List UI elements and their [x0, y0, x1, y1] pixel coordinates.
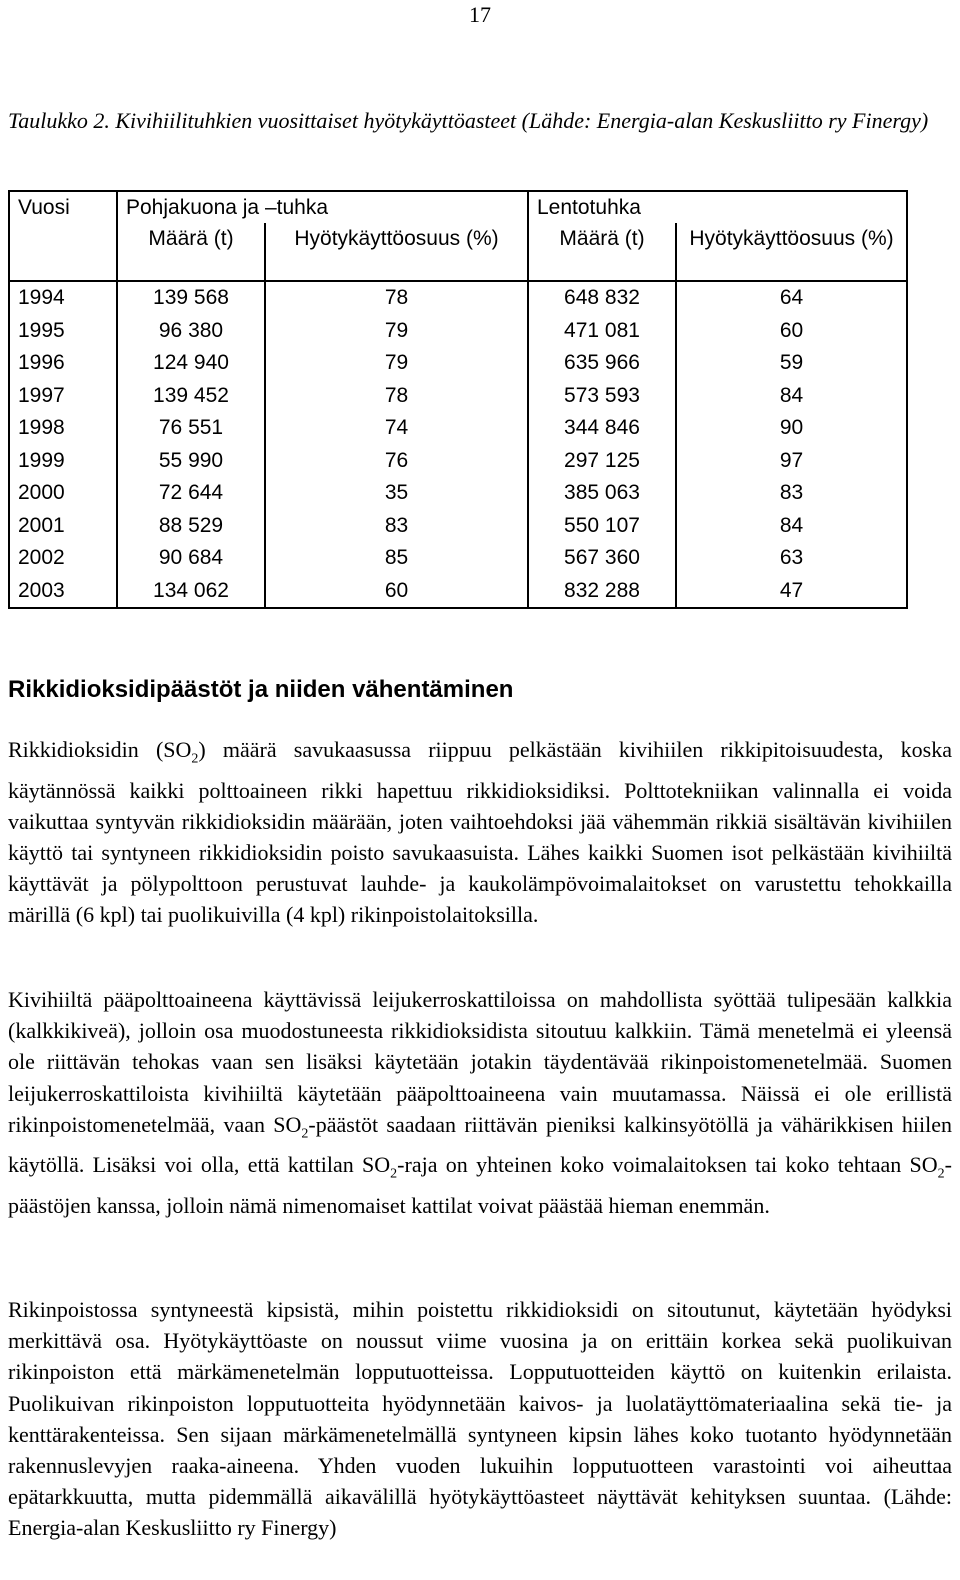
cell-year: 1997	[18, 383, 65, 407]
cell-bottom-amount: 139 568	[117, 281, 265, 315]
cell-fly-amount: 832 288	[528, 575, 676, 609]
header-row-columns	[9, 223, 907, 254]
paragraph-2-text-c: -raja on yhteinen koko voimalaitoksen tai koko tehtaan SO	[397, 1152, 938, 1178]
table-row	[9, 445, 907, 478]
cell-year: 2002	[18, 546, 65, 569]
cell-bottom-amount: 96 380	[117, 315, 265, 348]
cell-year: 2001	[18, 513, 65, 537]
table-row	[9, 315, 907, 348]
table-row	[9, 347, 907, 380]
cell-fly-util: 59	[676, 347, 907, 380]
table-row	[9, 510, 907, 543]
cell-bottom-amount: 124 940	[117, 347, 265, 380]
header-bottom-amount: Määrä (t)	[117, 223, 265, 254]
cell-bottom-util: 78	[265, 281, 528, 315]
cell-fly-util: 63	[676, 542, 907, 575]
paragraph-2-text-b: -päästöt saadaan riittävän pieniksi kalkinsyötöllä ja vähärikkisen hiilen käytöllä. Lisäksi voi olla, että kattilan SO	[8, 1111, 952, 1178]
cell-fly-amount: 471 081	[528, 315, 676, 348]
cell-year: 1995	[18, 318, 65, 342]
paragraph-1-text-a: Rikkidioksidin (SO	[8, 737, 192, 762]
cell-fly-amount: 635 966	[528, 347, 676, 380]
cell-bottom-amount: 90 684	[117, 542, 265, 575]
cell-fly-util: 60	[676, 315, 907, 348]
cell-fly-util: 47	[676, 575, 907, 609]
cell-bottom-util: 85	[265, 542, 528, 575]
cell-bottom-amount: 55 990	[117, 445, 265, 478]
cell-fly-util: 84	[676, 380, 907, 413]
table-row	[9, 477, 907, 510]
header-bottom-util: Hyötykäyttöosuus (%)	[265, 223, 528, 254]
cell-bottom-amount: 134 062	[117, 575, 265, 609]
cell-fly-amount: 385 063	[528, 477, 676, 510]
paragraph-1	[8, 734, 952, 931]
table-body	[9, 281, 907, 608]
table-caption: Taulukko 2. Kivihiilituhkien vuosittaiset hyötykäyttöasteet (Lähde: Energia-alan Keskusliitto ry Finergy)	[8, 108, 929, 133]
cell-year: 1994	[18, 286, 65, 309]
cell-bottom-amount: 88 529	[117, 510, 265, 543]
paragraph-2-subscript-1: 2	[301, 1126, 309, 1142]
table-row	[9, 412, 907, 445]
cell-bottom-util: 74	[265, 412, 528, 445]
cell-bottom-amount: 72 644	[117, 477, 265, 510]
cell-year: 1996	[18, 351, 65, 374]
cell-fly-amount: 550 107	[528, 510, 676, 543]
ash-utilization-table	[8, 190, 908, 609]
cell-bottom-util: 83	[265, 510, 528, 543]
header-fly-amount: Määrä (t)	[528, 223, 676, 254]
cell-fly-amount: 648 832	[528, 281, 676, 315]
table-row	[9, 380, 907, 413]
header-group-bottom-ash: Pohjakuona ja –tuhka	[117, 191, 528, 223]
cell-bottom-util: 79	[265, 315, 528, 348]
paragraph-1-text-b: ) määrä savukaasussa riippuu pelkästään kivihiilen rikkipitoisuudesta, koska käytännössä kaikki polttoaineen rikki hapettuu rikkidioksidiksi. Polttotekniikan valinnalla ei voida vaikuttaa syntyvän rikkidioksidin määrään, joten vaihtoehdoksi jää vähemmän rikkiä sisältävän kivihiilen käyttö tai syntyneen rikkidioksidin poisto savukaasuista. Lähes kaikki Suomen isot pelkästään kivihiiltä käyttävät ja pölypolttoon perustuvat lauhde- ja kaukolämpövoimalaitokset on varustettu tehokkailla märillä (6 kpl) tai puolikuivilla (4 kpl) rikinpoistolaitoksilla.	[8, 737, 952, 928]
cell-fly-util: 83	[676, 477, 907, 510]
cell-fly-util: 84	[676, 510, 907, 543]
cell-bottom-util: 78	[265, 380, 528, 413]
cell-bottom-util: 79	[265, 347, 528, 380]
table-row	[9, 575, 907, 609]
paragraph-2-subscript-2: 2	[390, 1166, 398, 1182]
header-year-empty	[9, 223, 117, 254]
cell-bottom-amount: 76 551	[117, 412, 265, 445]
paragraph-2-text-d: -päästöjen kanssa, jolloin nämä nimenomaiset kattilat voivat päästää hieman enemmän.	[8, 1152, 952, 1218]
cell-year: 1999	[18, 448, 65, 472]
header-group-fly-ash: Lentotuhka	[528, 191, 907, 223]
cell-bottom-util: 76	[265, 445, 528, 478]
cell-fly-util: 97	[676, 445, 907, 478]
table-header	[9, 191, 907, 281]
cell-fly-amount: 573 593	[528, 380, 676, 413]
cell-fly-amount: 567 360	[528, 542, 676, 575]
cell-bottom-util: 35	[265, 477, 528, 510]
cell-fly-util: 64	[676, 281, 907, 315]
paragraph-2-subscript-3: 2	[937, 1166, 945, 1182]
header-fly-util: Hyötykäyttöosuus (%)	[676, 223, 907, 254]
cell-bottom-amount: 139 452	[117, 380, 265, 413]
table-row	[9, 281, 907, 315]
cell-year: 1998	[18, 416, 65, 439]
section-heading: Rikkidioksidipäästöt ja niiden vähentäminen	[8, 676, 514, 703]
paragraph-3: Rikinpoistossa syntyneestä kipsistä, mihin poistettu rikkidioksidi on sitoutunut, käytetään hyödyksi merkittävä osa. Hyötykäyttöaste on noussut viime vuosina ja on erittäin korkea sekä puolikuivan rikinpoiston että märkämenetelmän lopputuotteissa. Lopputuotteiden käyttö on kuitenkin erilaista. Puolikuivan rikinpoiston lopputuotteita hyödynnetään kaivos- ja luolatäyttömateriaalina sekä tie- ja kenttärakenteissa. Sen sijaan märkämenetelmällä syntyneen kipsin lähes koko tuotanto hyödynnetään rakennuslevyjen raaka-aineena. Yhden vuoden lukuihin lopputuotteen varastointi voi aiheuttaa epätarkkuutta, mutta pidemmällä aikavälillä hyötykäyttöasteet näyttävät kehityksen suuntaa. (Lähde: Energia-alan Keskusliitto ry Finergy)	[8, 1297, 952, 1541]
paragraph-2	[8, 984, 952, 1221]
header-row-groups	[9, 191, 907, 223]
header-year: Vuosi	[18, 196, 70, 219]
cell-bottom-util: 60	[265, 575, 528, 609]
page-number: 17	[469, 2, 491, 27]
cell-fly-amount: 297 125	[528, 445, 676, 478]
table-row	[9, 542, 907, 575]
cell-fly-amount: 344 846	[528, 412, 676, 445]
cell-fly-util: 90	[676, 412, 907, 445]
cell-year: 2000	[18, 481, 65, 504]
cell-year: 2003	[18, 578, 65, 602]
paragraph-2-text-a: Kivihiiltä pääpolttoaineena käyttävissä leijukerroskattiloissa on mahdollista syöttää tulipesään kalkkia (kalkkikiveä), jolloin osa muodostuneesta rikkidioksidista sitoutuu kalkkiin. Tämä menetelmä ei yleensä ole riittävän tehokas vaan sen lisäksi käytetään jotakin täydentävää rikinpoistomenetelmää. Suomen leijukerroskattiloista kivihiiltä käytetään pääpolttoaineena vain muutamassa. Näissä ei ole erillistä rikinpoistomenetelmää, vaan SO	[8, 987, 952, 1137]
paragraph-1-subscript: 2	[191, 751, 199, 767]
